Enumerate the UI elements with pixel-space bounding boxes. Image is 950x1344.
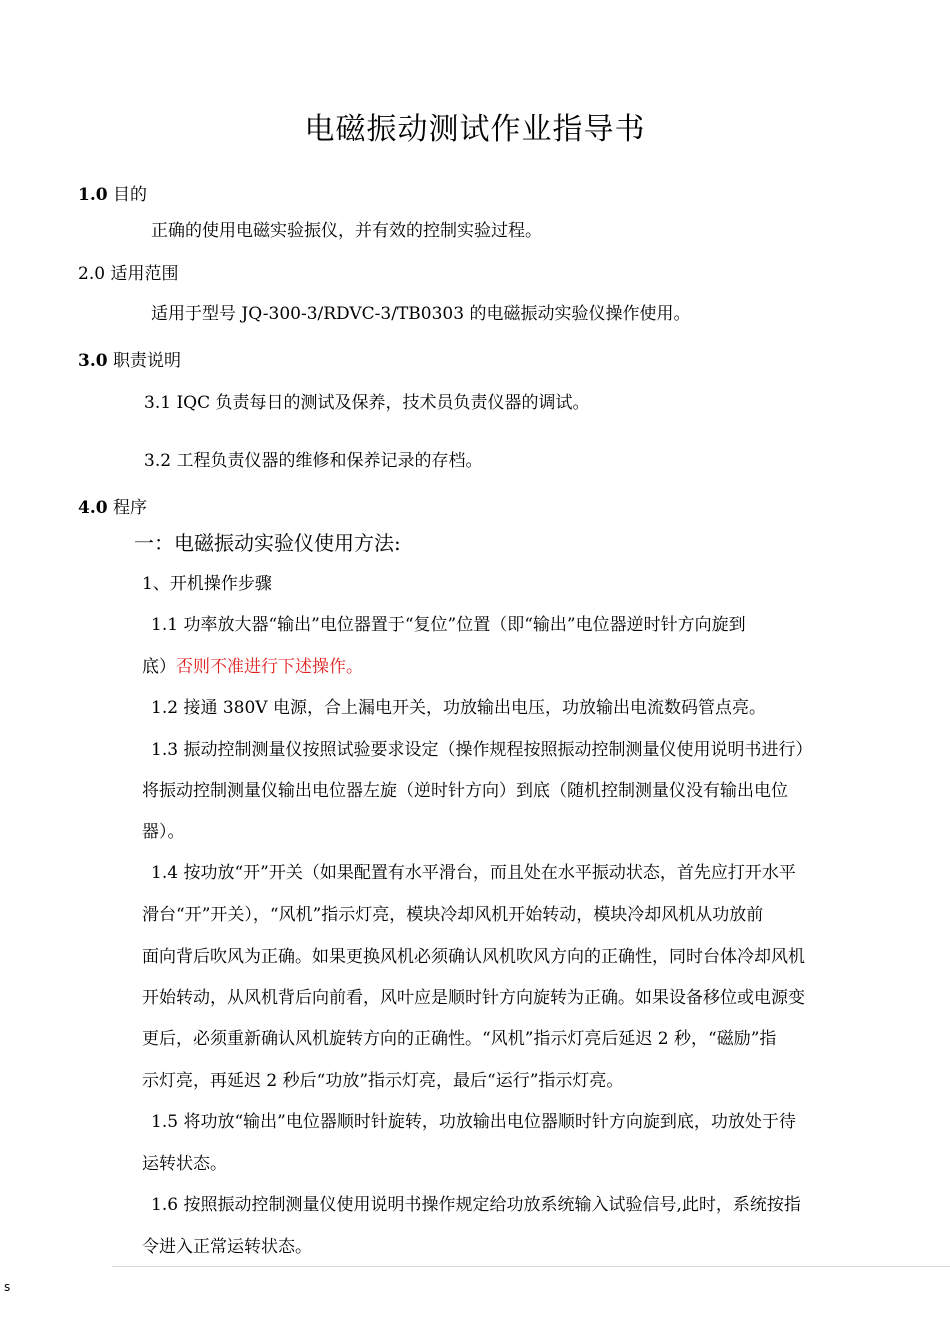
document-title: 电磁振动测试作业指导书 [304, 112, 646, 147]
warning-text: 否则不准进行下述操作。 [176, 657, 363, 677]
step-title: 1、开机操作步骤 [142, 574, 272, 594]
section-1-heading [78, 180, 147, 205]
para-1-5-line-1: 1.5 将功放“输出”电位器顺时针旋转，功放输出电位器顺时针方向旋到底，功放处于待 [151, 1112, 796, 1132]
para-1-1-line-1: 1.1 功率放大器“输出”电位器置于“复位”位置（即“输出”电位器逆时针方向旋到 [151, 615, 746, 635]
section-3-item-2: 3.2 工程负责仪器的维修和保养记录的存档。 [144, 451, 483, 471]
section-3-heading [78, 346, 181, 371]
section-1-number: 1.0 [78, 185, 108, 205]
para-1-4-line-6: 示灯亮，再延迟 2 秒后“功放”指示灯亮，最后“运行”指示灯亮。 [142, 1071, 624, 1091]
para-1-1-line-2 [142, 652, 363, 677]
footer-mark: s [4, 1280, 11, 1294]
section-3-number: 3.0 [78, 351, 108, 371]
para-1-1-line-2-text: 底） [142, 657, 176, 677]
para-1-3-line-3: 器）。 [142, 822, 185, 842]
para-1-4-line-5: 更后，必须重新确认风机旋转方向的正确性。“风机”指示灯亮后延迟 2 秒，“磁励”指 [142, 1029, 777, 1049]
section-3-label: 职责说明 [112, 351, 181, 371]
section-1-label: 目的 [112, 185, 147, 205]
section-4-number: 4.0 [78, 498, 108, 518]
section-4-heading [78, 493, 147, 518]
para-1-4-line-1: 1.4 按功放“开”开关（如果配置有水平滑台，而且处在水平振动状态，首先应打开水平 [151, 863, 796, 883]
para-1-6-line-1: 1.6 按照振动控制测量仪使用说明书操作规定给功放系统输入试验信号,此时，系统按指 [151, 1195, 801, 1215]
para-1-4-line-2: 滑台“开”开关），“风机”指示灯亮，模块冷却风机开始转动，模块冷却风机从功放前 [142, 905, 764, 925]
para-1-3-line-2: 将振动控制测量仪输出电位器左旋（逆时针方向）到底（随机控制测量仪没有输出电位 [142, 781, 788, 801]
para-1-6-line-2: 令进入正常运转状态。 [142, 1237, 312, 1257]
section-4-subheading: 一：电磁振动实验仪使用方法: [134, 531, 401, 555]
section-3-item-1: 3.1 IQC 负责每日的测试及保养，技术员负责仪器的调试。 [144, 393, 590, 413]
section-4-label: 程序 [112, 498, 147, 518]
footer-divider [112, 1266, 950, 1267]
para-1-2: 1.2 接通 380V 电源，合上漏电开关，功放输出电压，功放输出电流数码管点亮。 [151, 698, 766, 718]
para-1-5-line-2: 运转状态。 [142, 1154, 227, 1174]
section-2-heading: 2.0 适用范围 [78, 264, 179, 284]
para-1-3-line-1: 1.3 振动控制测量仪按照试验要求设定（操作规程按照振动控制测量仪使用说明书进行） [151, 740, 813, 760]
section-1-body: 正确的使用电磁实验振仪，并有效的控制实验过程。 [151, 221, 542, 241]
para-1-4-line-4: 开始转动，从风机背后向前看，风叶应是顺时针方向旋转为正确。如果设备移位或电源变 [142, 988, 805, 1008]
para-1-4-line-3: 面向背后吹风为正确。如果更换风机必须确认风机吹风方向的正确性，同时台体冷却风机 [142, 947, 805, 967]
section-2-body: 适用于型号 JQ-300-3/RDVC-3/TB0303 的电磁振动实验仪操作使用。 [151, 304, 691, 324]
